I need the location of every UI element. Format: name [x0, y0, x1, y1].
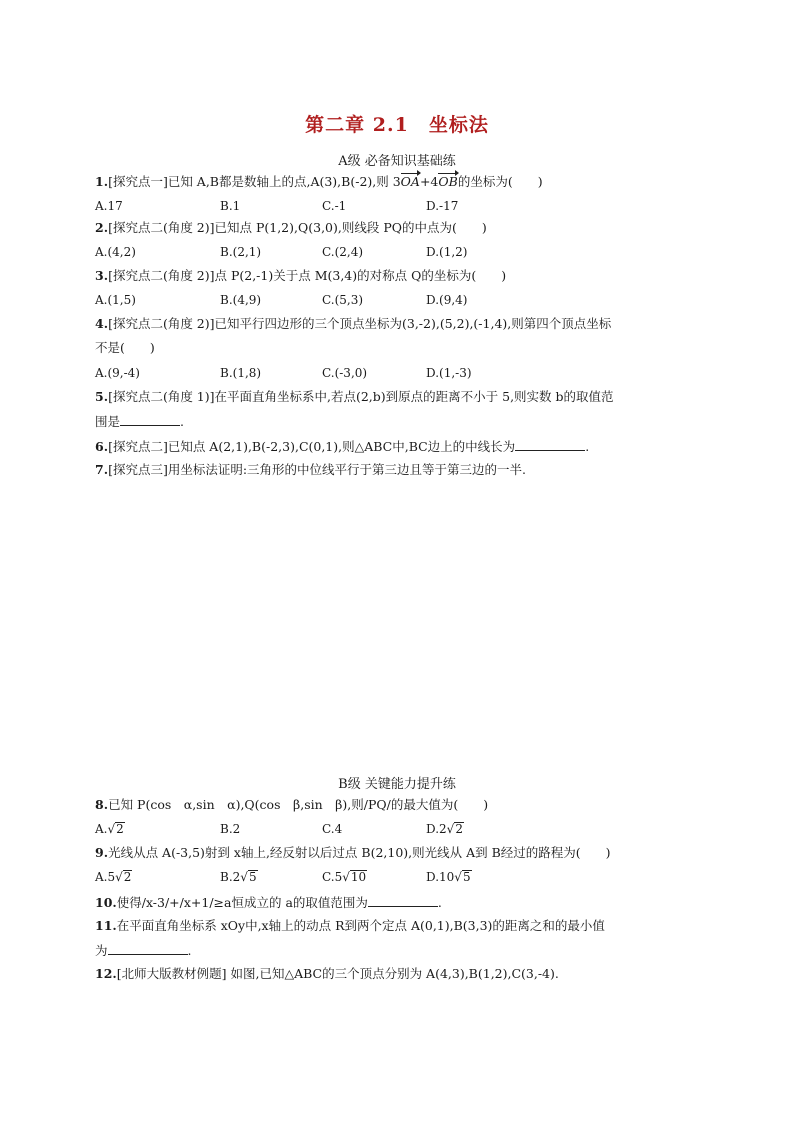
page-title: 第二章 2.1 坐标法	[305, 114, 489, 136]
vector-oa: OA	[400, 174, 420, 189]
q9-option-a: A.5√2	[95, 870, 132, 884]
q2-option-c: C.(2,4)	[322, 245, 364, 259]
q4-option-d: D.(1,-3)	[426, 366, 472, 380]
q9-option-c: C.5√10	[322, 870, 367, 884]
sqrt-icon: √	[454, 870, 462, 884]
q9-option-b: B.2√5	[220, 870, 257, 884]
question-8: 8.已知 P(cos α,sin α),Q(cos β,sin β),则/PQ/的最大值为( )	[95, 797, 489, 812]
answer-blank	[108, 942, 188, 955]
q2-option-b: B.(2,1)	[220, 245, 262, 259]
section-b-heading: B级 关键能力提升练	[338, 777, 456, 792]
sqrt-icon: √	[115, 870, 123, 884]
question-5: 5.[探究点二(角度 1)]在平面直角坐标系中,若点(2,b)到原点的距离不小于 5,则实数 b的取值范	[95, 389, 614, 404]
question-1: 1.[探究点一]已知 A,B都是数轴上的点,A(3),B(-2),则 3OA+4OB的坐标为( )	[95, 174, 543, 189]
sqrt-icon: √	[342, 870, 350, 884]
q1-option-d: D.-17	[426, 199, 459, 213]
answer-blank	[515, 438, 585, 451]
q4-option-c: C.(-3,0)	[322, 366, 368, 380]
q3-option-d: D.(9,4)	[426, 293, 468, 307]
answer-blank	[120, 413, 180, 426]
q3-option-a: A.(1,5)	[95, 293, 136, 307]
question-9: 9.光线从点 A(-3,5)射到 x轴上,经反射以后过点 B(2,10),则光线从 A到 B经过的路程为( )	[95, 845, 611, 860]
question-6: 6.[探究点二]已知点 A(2,1),B(-2,3),C(0,1),则△ABC中,BC边上的中线长为 .	[95, 439, 590, 454]
vector-ob: OB	[438, 174, 458, 189]
q8-option-a: A.√2	[95, 822, 124, 836]
q1-option-c: C.-1	[322, 199, 347, 213]
question-3: 3.[探究点二(角度 2)]点 P(2,-1)关于点 M(3,4)的对称点 Q的坐标为( )	[95, 268, 507, 283]
q3-option-b: B.(4,9)	[220, 293, 262, 307]
sqrt-icon: √	[446, 822, 455, 836]
question-12: 12.[北师大版教材例题] 如图,已知△ABC的三个顶点分别为 A(4,3),B(1,2),C(3,-4).	[95, 966, 559, 981]
q9-option-d: D.10√5	[426, 870, 471, 884]
question-4-continued: 不是( )	[95, 340, 155, 355]
q4-option-a: A.(9,-4)	[95, 366, 140, 380]
question-4: 4.[探究点二(角度 2)]已知平行四边形的三个顶点坐标为(3,-2),(5,2),(-1,4),则第四个顶点坐标	[95, 316, 612, 331]
q8-option-c: C.4	[322, 822, 343, 836]
q1-option-b: B.1	[220, 199, 241, 213]
question-5-continued: 围是 .	[95, 414, 184, 429]
question-2: 2.[探究点二(角度 2)]已知点 P(1,2),Q(3,0),则线段 PQ的中点为( )	[95, 220, 487, 235]
q2-option-a: A.(4,2)	[95, 245, 136, 259]
q2-option-d: D.(1,2)	[426, 245, 468, 259]
answer-blank	[368, 894, 438, 907]
question-7: 7.[探究点三]用坐标法证明:三角形的中位线平行于第三边且等于第三边的一半.	[95, 462, 527, 477]
sqrt-icon: √	[107, 822, 116, 836]
q8-option-d: D.2√2	[426, 822, 463, 836]
question-10: 10.使得/x-3/+/x+1/≥a恒成立的 a的取值范围为 .	[95, 895, 442, 910]
section-a-heading: A级 必备知识基础练	[338, 154, 456, 169]
sqrt-icon: √	[240, 870, 248, 884]
q3-option-c: C.(5,3)	[322, 293, 364, 307]
q8-option-b: B.2	[220, 822, 241, 836]
q1-option-a: A.17	[95, 199, 123, 213]
question-11-continued: 为 .	[95, 943, 192, 958]
q4-option-b: B.(1,8)	[220, 366, 262, 380]
question-11: 11.在平面直角坐标系 xOy中,x轴上的动点 R到两个定点 A(0,1),B(3,3)的距离之和的最小值	[95, 918, 605, 933]
